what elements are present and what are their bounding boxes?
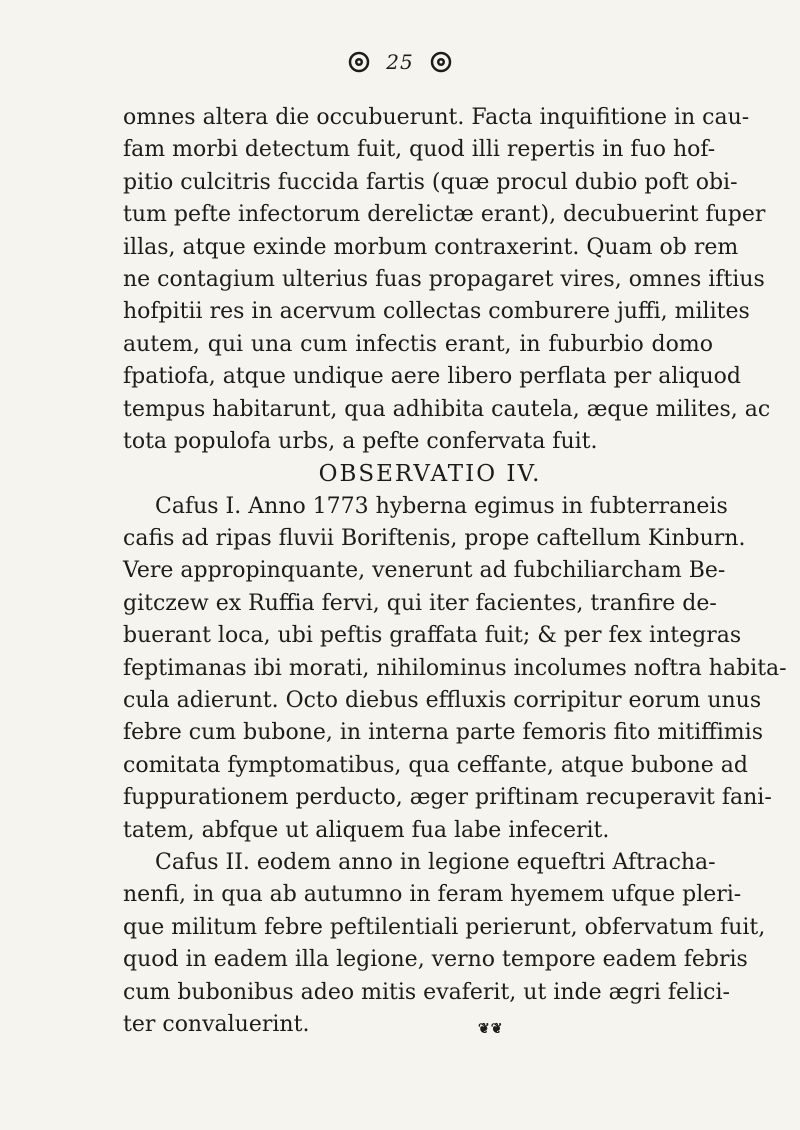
text-line: nenfi, in qua ab autumno in feram hyemem ufque pleri-	[123, 882, 742, 908]
text-line: quod in eadem illa legione, verno tempore eadem febris	[123, 947, 748, 973]
text-line: tempus habitarunt, qua adhibita cautela, æque milites, ac	[123, 396, 771, 422]
text-line: autem, qui una cum infectis erant, in fuburbio domo	[123, 331, 713, 357]
text-line: hofpitii res in acervum collectas comburere juffi, milites	[123, 299, 750, 325]
text-line: fuppurationem perducto, æger priftinam recuperavit fani-	[123, 785, 772, 811]
intro-paragraph	[123, 102, 771, 458]
text-body	[123, 102, 787, 1041]
text-line: comitata fymptomatibus, qua ceffante, atque bubone ad	[123, 752, 749, 778]
text-line: Cafus I. Anno 1773 hyberna egimus in fubterraneis	[155, 493, 728, 519]
page-number: 25	[386, 50, 414, 74]
text-line: Vere appropinquante, venerunt ad fubchiliarcham Be-	[123, 558, 726, 584]
text-line: ter convaluerint.	[123, 1011, 310, 1037]
text-line: tum pefte infectorum derelictæ erant), decubuerint fuper	[123, 202, 766, 228]
text-line: illas, atque exinde morbum contraxerint. Quam ob rem	[123, 234, 739, 260]
text-line: buerant loca, ubi peftis graffata fuit; & per fex integras	[123, 623, 742, 649]
text-line: feptimanas ibi morati, nihilominus incolumes noftra habita-	[123, 655, 787, 681]
text-line: que militum febre peftilentiali perierunt, obfervatum fuit,	[123, 914, 766, 940]
case-1-paragraph	[123, 491, 787, 847]
text-line: cafis ad ripas fluvii Boriftenis, prope caftellum Kinburn.	[123, 526, 746, 552]
text-line: pitio culcitris fuccida fartis (quæ procul dubio poft obi-	[123, 169, 738, 195]
text-line: cum bubonibus adeo mitis evaferit, ut inde ægri felici-	[123, 979, 730, 1005]
text-line: tota populofa urbs, a pefte confervata fuit.	[123, 428, 598, 454]
text-line: tatem, abfque ut aliquem fua labe infecerit.	[123, 817, 610, 843]
catchword: ❦❦	[478, 1021, 504, 1037]
section-heading: OBSERVATIO IV.	[318, 461, 542, 488]
page-header	[0, 50, 800, 74]
text-line: cula adierunt. Octo diebus effluxis corripitur eorum unus	[123, 688, 762, 714]
text-line: gitczew ex Ruffia fervi, qui iter facientes, tranfire de-	[123, 590, 717, 616]
text-line: Cafus II. eodem anno in legione equeftri Aftracha-	[155, 849, 716, 875]
case-2-paragraph	[123, 847, 766, 1041]
ornament-right-icon	[430, 51, 452, 73]
text-line: fpatiofa, atque undique aere libero perflata per aliquod	[123, 364, 741, 390]
text-line: fam morbi detectum fuit, quod illi repertis in fuo hof-	[123, 137, 716, 163]
text-line: ne contagium ulterius fuas propagaret vires, omnes iftius	[123, 266, 765, 292]
text-line: omnes altera die occubuerunt. Facta inquifitione in cau-	[123, 105, 750, 130]
text-line: febre cum bubone, in interna parte femoris fito mitiffimis	[123, 720, 763, 746]
ornament-left-icon	[348, 51, 370, 73]
